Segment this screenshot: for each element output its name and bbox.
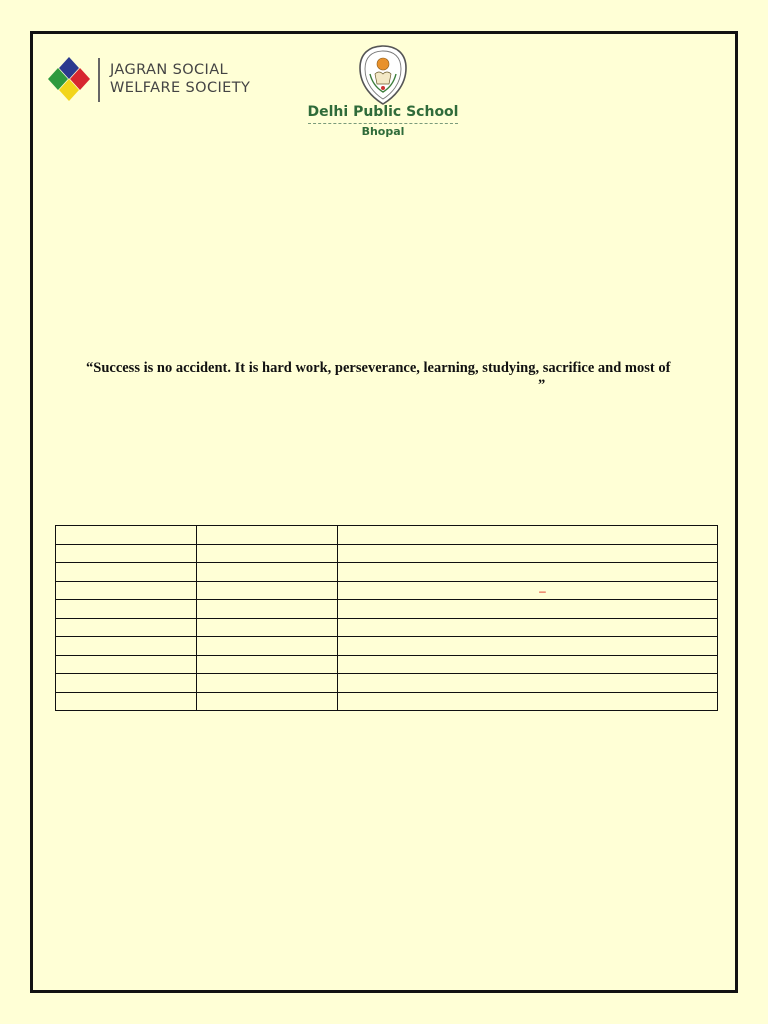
jagran-social-welfare-society-logo [47, 56, 267, 104]
table-cell [197, 526, 338, 545]
table-cell [197, 655, 338, 674]
table-cell [56, 600, 197, 619]
table-cell [56, 692, 197, 711]
table-cell [197, 637, 338, 656]
table-cell [338, 618, 718, 637]
table-cell [197, 618, 338, 637]
table-cell [338, 674, 718, 693]
table-cell [338, 563, 718, 582]
jagran-logo-line1: JAGRAN SOCIAL [110, 62, 228, 78]
table-cell [56, 544, 197, 563]
table-cell [56, 581, 197, 600]
dps-crest-icon [357, 44, 409, 106]
quote-line-1: “Success is no accident. It is hard work, perseverance, learning, studying, sacrifice and most of [86, 360, 671, 376]
delhi-public-school-logo [300, 44, 470, 144]
table-cell [338, 637, 718, 656]
table-cell [197, 600, 338, 619]
table-cell [338, 600, 718, 619]
table-row [56, 674, 718, 693]
table-cell [197, 563, 338, 582]
table-cell [338, 655, 718, 674]
table-row [56, 655, 718, 674]
jagran-logo-text [110, 61, 250, 97]
table-row [56, 618, 718, 637]
table-cell [56, 618, 197, 637]
table-row [56, 600, 718, 619]
school-name: Delhi Public School [307, 104, 459, 120]
table-cell [197, 581, 338, 600]
table-cell [197, 544, 338, 563]
table-cell [56, 674, 197, 693]
table-row [56, 563, 718, 582]
table-cell [338, 526, 718, 545]
quote-line-2: ” [538, 377, 546, 393]
table-row [56, 544, 718, 563]
red-dash-mark: – [539, 583, 546, 598]
table-cell [197, 674, 338, 693]
table-cell [338, 581, 718, 600]
table-cell [197, 692, 338, 711]
jagran-logo-line2: WELFARE SOCIETY [110, 80, 251, 96]
table-cell [56, 526, 197, 545]
table-cell [338, 544, 718, 563]
table-row [56, 581, 718, 600]
page-border [30, 31, 738, 993]
table-row [56, 526, 718, 545]
table-cell [338, 692, 718, 711]
school-city: Bhopal [361, 125, 405, 138]
school-logo-rule [308, 123, 458, 124]
jagran-logo-divider [98, 58, 100, 102]
table-row [56, 637, 718, 656]
table-cell [56, 637, 197, 656]
table-row [56, 692, 718, 711]
data-table [55, 525, 718, 711]
table-cell [56, 655, 197, 674]
table-cell [56, 563, 197, 582]
jagran-diamond-icon [47, 56, 91, 102]
